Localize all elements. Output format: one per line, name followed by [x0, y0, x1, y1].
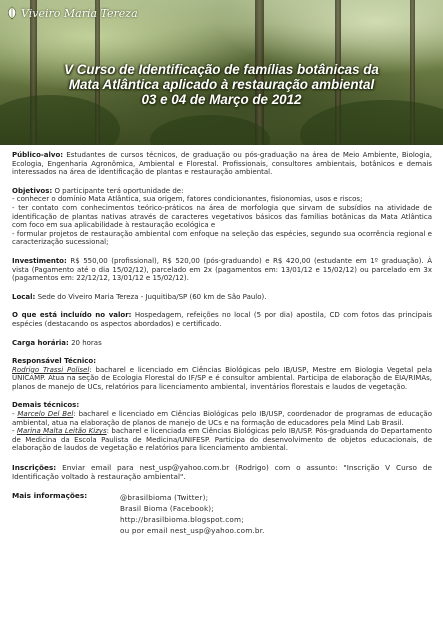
section-text: Estudantes de cursos técnicos, de graduação ou pós-graduação na área de Meio Ambiente, Biologia, Ecologia, Engenharia Agronômica, Ambiental e Florestal. Profissionais, consultores ambientais, botânicos e demais interessados na área de identificação de plantas e restauração ambiental. — [12, 151, 432, 177]
contact-list — [120, 492, 265, 536]
section-label: Responsável Técnico: — [12, 357, 97, 366]
person-name: Rodrigo Trassi Polisel — [12, 365, 90, 374]
list-item: - conhecer o domínio Mata Atlântica, sua origem, fatores condicionantes, fisionomias, usos e riscos; — [12, 195, 363, 204]
section-investimento — [12, 257, 432, 283]
section-objetivos — [12, 187, 432, 247]
person-bio: : bacharel e licenciado em Ciências Biológicas pelo IB/USP, Mestre em Biologia Vegetal pela UNICAMP. Atua na seção de Ecologia Florestal do IF/SP e é consultor ambiental. Participa de elaboração de EIA/RIMAs, planos de manejo de UCs, relatórios para licenciamento ambiental, inventários florestais e laudos de vegetação. — [12, 365, 432, 391]
person-name: Marcelo Del Bel — [17, 410, 74, 419]
flyer-content — [12, 151, 432, 536]
contact-item: Brasil Bioma (Facebook); — [120, 503, 214, 513]
section-label: Local: — [12, 292, 36, 301]
section-carga-horaria — [12, 339, 432, 348]
course-title — [0, 62, 443, 107]
section-text: Enviar email para nest_usp@yahoo.com.br (Rodrigo) com o assunto: "Inscrição V Curso de Identificação voltado à restauração ambiental". — [12, 463, 432, 482]
section-incluido — [12, 311, 432, 328]
person-name: Marina Malta Leitão Kizys — [16, 427, 107, 436]
section-responsavel — [12, 357, 432, 391]
list-item: - formular projetos de restauração ambiental com enfoque na seleção das espécies, segundo sua ocorrência regional e caracterização sucessional; — [12, 229, 432, 247]
leaf-icon — [6, 6, 18, 20]
section-label: Público-alvo: — [12, 151, 64, 159]
list-prefix: - — [12, 410, 18, 419]
title-line: 03 e 04 de Março de 2012 — [141, 92, 302, 107]
section-text: Sede do Viveiro Maria Tereza - Juquitiba/SP (60 km de São Paulo). — [37, 292, 267, 301]
section-label: Demais técnicos: — [12, 401, 80, 410]
list-item: - ter contato com conhecimentos teórico-práticos na área de morfologia que sirvam de subsídios na atividade de identificação de plantas nativas através de caracteres vegetativos básicos das famílias botânicas da Mata Atlântica com foco em sua aplicabilidade à restauração ecológica e — [12, 203, 432, 230]
section-label: Objetivos: — [12, 186, 53, 195]
section-label: Carga horária: — [12, 338, 69, 347]
section-local — [12, 293, 432, 302]
contact-item: ou por email nest_usp@yahoo.com.br. — [120, 525, 265, 535]
section-text: O participante terá oportunidade de: — [54, 186, 184, 195]
person-bio: : bacharel e licenciado em Ciências Biológicas pelo IB/USP, coordenador de programas de educação ambiental, atua na elaboração de planos de manejo de UCs e na formação de educadores pela Mind Lab Brasil. — [12, 410, 432, 427]
section-demais-tecnicos — [12, 401, 432, 453]
section-text: Hospedagem, refeições no local (5 por dia) apostila, CD com fotos das principais espécies (destacando os aspectos abordados) e certificado. — [12, 311, 432, 328]
section-mais-informacoes — [12, 492, 432, 536]
list-prefix: - — [12, 427, 17, 436]
contact-item: http://brasilbioma.blogspot.com; — [120, 514, 244, 524]
list-item — [12, 427, 432, 453]
section-text: 20 horas — [71, 338, 102, 347]
section-label: Inscrições: — [12, 463, 57, 473]
logo — [6, 6, 138, 20]
person-bio: : bacharel e licenciada em Ciências Biológicas pelo IB/USP. Pós-graduanda do Departamento de Medicina da Escola Paulista de Medicina/UNIFESP. Participa do desenvolvimento de objetos educacionais, de elaboração de laudos de vegetação e relatórios para licenciamento ambiental. — [12, 427, 432, 453]
section-label: Investimento: — [12, 256, 67, 265]
title-line: Mata Atlântica aplicado à restauração ambiental — [68, 77, 375, 92]
foliage — [150, 115, 270, 145]
section-inscricoes — [12, 463, 432, 482]
logo-text: Viveiro Maria Tereza — [21, 6, 138, 20]
list-item — [12, 410, 432, 427]
title-line: V Curso de Identificação de famílias botânicas da — [64, 62, 379, 77]
section-publico-alvo — [12, 151, 432, 177]
section-label: O que está incluído no valor: — [12, 311, 132, 320]
contact-item: @brasilbioma (Twitter); — [120, 492, 209, 502]
section-label: Mais informações: — [12, 490, 88, 500]
header-banner — [0, 0, 443, 145]
section-text: R$ 550,00 (profissional), R$ 520,00 (pós-graduando) e R$ 420,00 (estudante em 1º graduação). À vista (Pagamento até o dia 15/02/12), parcelado em 2x (pagamentos em: 13/01/12 e 15/02/12) ou parcelado em 3x (pagamentos em: 22/12/12, 13/01/12 e 15/02/12). — [12, 256, 432, 283]
